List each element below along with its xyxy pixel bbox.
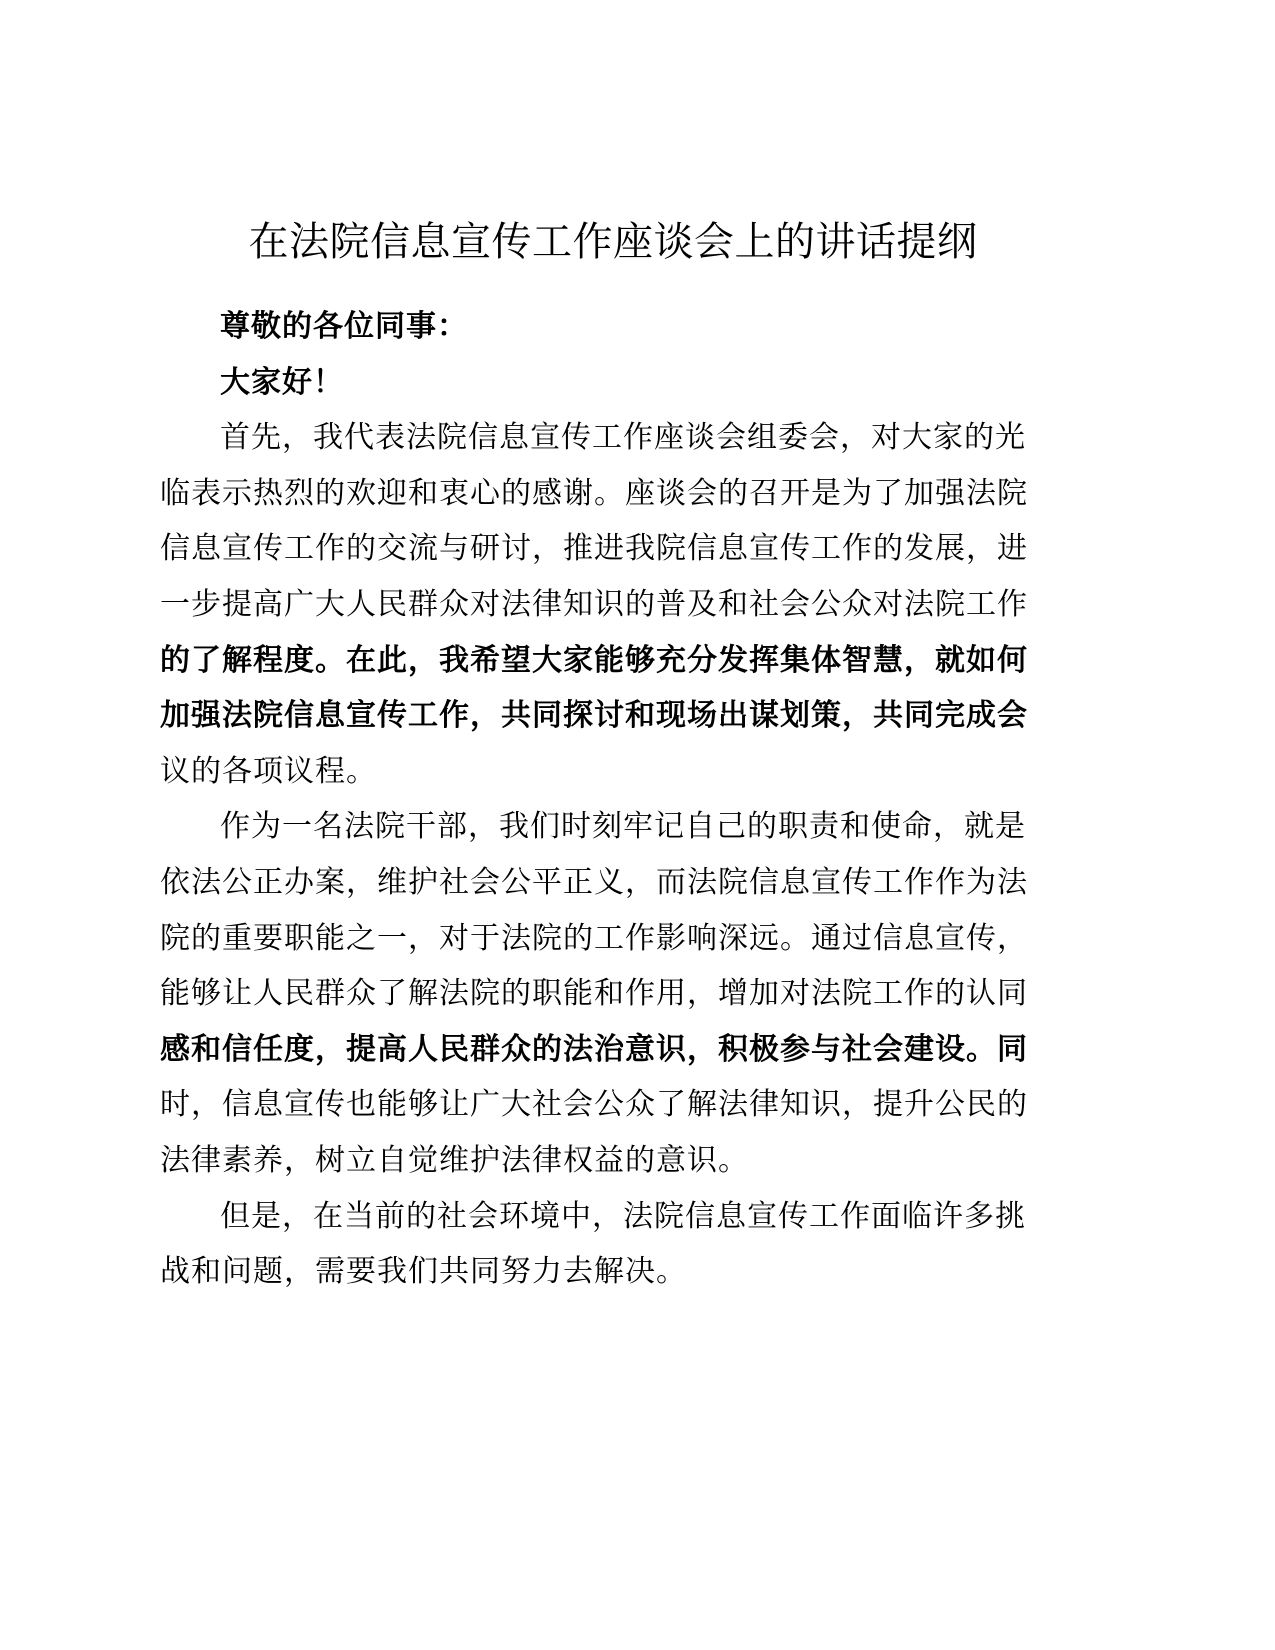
paragraph-text: 作为一名法院干部，我们时刻牢记自己的职责和使命，就是依法公正办案，维护社会公平正义，而法院信息宣传工作作为法院的重要职能之一，对于法院的工作影响深远。通过信息宣传，能够让人民群众了解法院的职能和作用，增加对法院工作的认同 — [160, 809, 1028, 1012]
paragraph — [160, 410, 1048, 799]
paragraph-text-bold: 感和信任度，提高人民群众的法治意识，积极参与社会建设。同 — [160, 1031, 1028, 1067]
paragraph-text: 时，信息宣传也能够让广大社会公众了解法律知识，提升公民的法律素养，树立自觉维护法律权益的意识。 — [160, 1087, 1028, 1178]
paragraph — [160, 1189, 1048, 1300]
document-body — [160, 299, 1048, 1300]
paragraph-text: 首先，我代表法院信息宣传工作座谈会组委会，对大家的光临表示热烈的欢迎和衷心的感谢。座谈会的召开是为了加强法院信息宣传工作的交流与研讨，推进我院信息宣传工作的发展，进一步提高广大人民群众对法律知识的普及和社会公众对法院工作 — [160, 420, 1028, 622]
paragraph-text: 议的各项议程。 — [160, 753, 377, 789]
greeting: 大家好！ — [220, 364, 344, 400]
paragraph — [160, 799, 1048, 1188]
paragraph-text-bold: 的了解程度。在此，我希望大家能够充分发挥集体智慧，就如何加强法院信息宣传工作，共同探讨和现场出谋划策，共同完成会 — [160, 642, 1028, 734]
salutation: 尊敬的各位同事： — [220, 309, 468, 344]
paragraph-text: 但是，在当前的社会环境中，法院信息宣传工作面临许多挑战和问题，需要我们共同努力去解决。 — [160, 1198, 1026, 1290]
document-title: 在法院信息宣传工作座谈会上的讲话提纲 — [248, 219, 978, 265]
